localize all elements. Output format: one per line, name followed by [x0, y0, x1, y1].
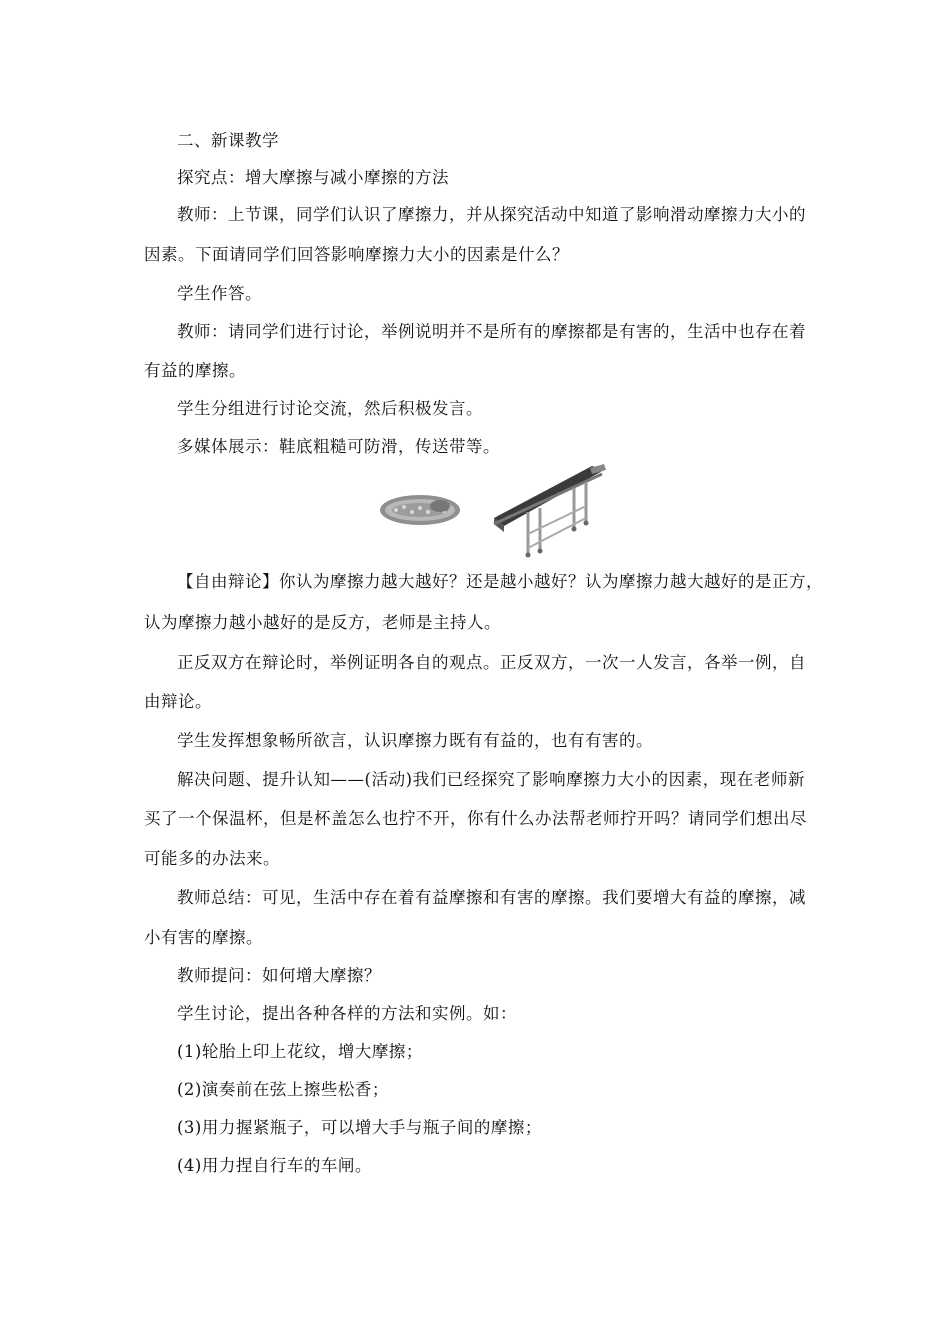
paragraph-12: 学生讨论，提出各种各样的方法和实例。如：: [177, 1004, 517, 1023]
explore-point: 探究点：增大摩擦与减小摩擦的方法: [177, 168, 449, 187]
paragraph-6-line-1: 【自由辩论】你认为摩擦力越大越好？还是越小越好？认为摩擦力越大越好的是正方，: [177, 572, 823, 591]
paragraph-9-line-2: 买了一个保温杯，但是杯盖怎么也拧不开，你有什么办法帮老师拧开吗？请同学们想出尽: [144, 809, 807, 828]
paragraph-10-line-1: 教师总结：可见，生活中存在着有益摩擦和有害的摩擦。我们要增大有益的摩擦，减: [177, 888, 806, 907]
shoe-sole-image: [380, 495, 460, 525]
paragraph-7-line-2: 由辩论。: [144, 692, 212, 711]
paragraph-11: 教师提问：如何增大摩擦？: [177, 966, 381, 985]
list-item: (3)用力握紧瓶子，可以增大手与瓶子间的摩擦；: [177, 1118, 542, 1137]
section-heading: 二、新课教学: [177, 131, 279, 150]
figure-illustrations: [378, 462, 608, 558]
paragraph-7-line-1: 正反双方在辩论时，举例证明各自的观点。正反双方，一次一人发言，各举一例，自: [177, 653, 806, 672]
paragraph-2: 学生作答。: [177, 284, 262, 303]
paragraph-9-line-1: 解决问题、提升认知——(活动)我们已经探究了影响摩擦力大小的因素，现在老师新: [177, 770, 805, 789]
paragraph-1-line-1: 教师：上节课，同学们认识了摩擦力，并从探究活动中知道了影响滑动摩擦力大小的: [177, 205, 806, 224]
paragraph-5: 多媒体展示：鞋底粗糙可防滑，传送带等。: [177, 437, 500, 456]
list-item: (4)用力捏自行车的车闸。: [177, 1156, 372, 1175]
list-item: (2)演奏前在弦上擦些松香；: [177, 1080, 389, 1099]
list-item: (1)轮胎上印上花纹，增大摩擦；: [177, 1042, 423, 1061]
conveyor-belt-image: [494, 464, 606, 558]
paragraph-9-line-3: 可能多的办法来。: [144, 849, 280, 868]
paragraph-1-line-2: 因素。下面请同学们回答影响摩擦力大小的因素是什么？: [144, 245, 569, 264]
paragraph-6-line-2: 认为摩擦力越小越好的是反方，老师是主持人。: [144, 613, 501, 632]
paragraph-10-line-2: 小有害的摩擦。: [144, 928, 263, 947]
paragraph-3-line-1: 教师：请同学们进行讨论，举例说明并不是所有的摩擦都是有害的，生活中也存在着: [177, 322, 806, 341]
paragraph-8: 学生发挥想象畅所欲言，认识摩擦力既有有益的，也有有害的。: [177, 731, 653, 750]
paragraph-4: 学生分组进行讨论交流，然后积极发言。: [177, 399, 483, 418]
paragraph-3-line-2: 有益的摩擦。: [144, 361, 246, 380]
